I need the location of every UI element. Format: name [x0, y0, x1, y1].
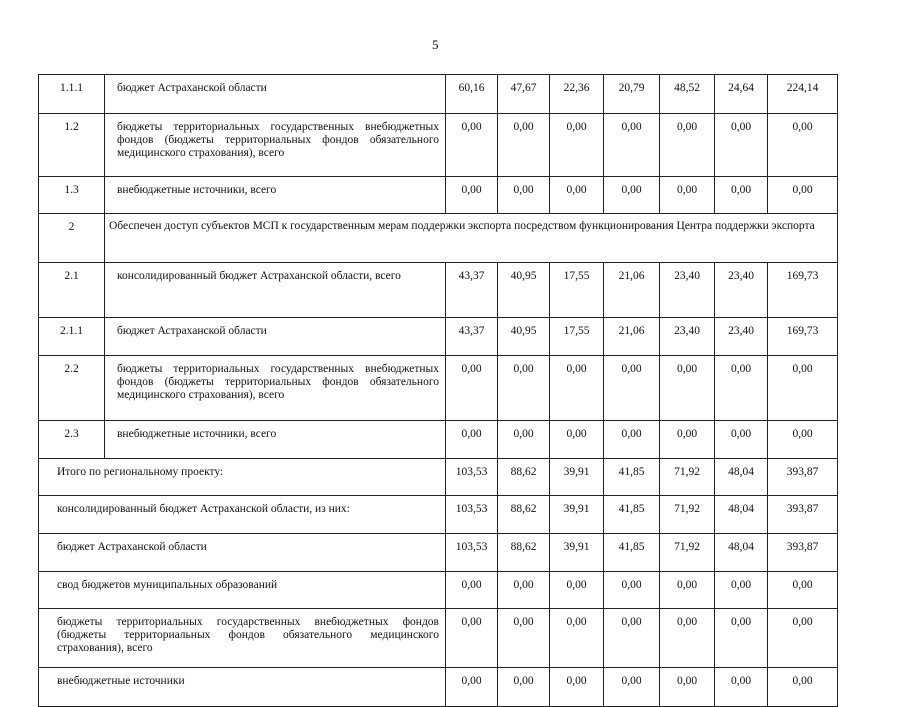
value-cell: 0,00 — [604, 421, 660, 459]
page-number: 5 — [432, 37, 439, 52]
value-cell: 0,00 — [498, 421, 550, 459]
value-cell: 71,92 — [660, 496, 715, 534]
row-name: бюджет Астраханской области — [105, 318, 446, 356]
value-cell: 0,00 — [768, 114, 838, 177]
total-row — [39, 668, 838, 707]
row-code: 1.1.1 — [39, 75, 105, 114]
value-cell: 0,00 — [715, 609, 768, 668]
value-cell: 103,53 — [446, 459, 498, 496]
total-row — [39, 534, 838, 572]
value-cell: 0,00 — [604, 356, 660, 421]
value-cell: 0,00 — [498, 668, 550, 707]
total-row — [39, 459, 838, 496]
table-row — [39, 263, 838, 318]
value-cell: 39,91 — [550, 534, 604, 572]
row-code: 2.1 — [39, 263, 105, 318]
value-cell: 0,00 — [768, 421, 838, 459]
value-cell: 0,00 — [446, 572, 498, 609]
value-cell: 48,04 — [715, 534, 768, 572]
row-code: 2.1.1 — [39, 318, 105, 356]
value-cell: 393,87 — [768, 496, 838, 534]
value-cell: 40,95 — [498, 263, 550, 318]
value-cell: 0,00 — [660, 668, 715, 707]
value-cell: 103,53 — [446, 534, 498, 572]
value-cell: 0,00 — [715, 356, 768, 421]
value-cell: 393,87 — [768, 459, 838, 496]
value-cell: 0,00 — [715, 572, 768, 609]
value-cell: 0,00 — [498, 177, 550, 214]
value-cell: 0,00 — [768, 572, 838, 609]
value-cell: 48,04 — [715, 459, 768, 496]
value-cell: 41,85 — [604, 459, 660, 496]
value-cell: 0,00 — [768, 177, 838, 214]
value-cell: 0,00 — [498, 572, 550, 609]
value-cell: 0,00 — [715, 114, 768, 177]
value-cell: 0,00 — [604, 572, 660, 609]
total-name: бюджеты территориальных государственных внебюджетных фондов (бюджеты территориальных фондов обязательного медицинского страхования), всего — [39, 609, 446, 668]
value-cell: 23,40 — [660, 318, 715, 356]
value-cell: 17,55 — [550, 318, 604, 356]
table-row — [39, 114, 838, 177]
value-cell: 0,00 — [446, 421, 498, 459]
value-cell: 41,85 — [604, 496, 660, 534]
section-code: 2 — [39, 214, 105, 263]
value-cell: 0,00 — [660, 356, 715, 421]
budget-table — [38, 74, 838, 707]
table-row — [39, 177, 838, 214]
table-row — [39, 318, 838, 356]
value-cell: 48,52 — [660, 75, 715, 114]
total-row — [39, 572, 838, 609]
value-cell: 0,00 — [768, 356, 838, 421]
total-name: внебюджетные источники — [39, 668, 446, 707]
value-cell: 23,40 — [715, 318, 768, 356]
value-cell: 0,00 — [550, 572, 604, 609]
value-cell: 88,62 — [498, 459, 550, 496]
value-cell: 22,36 — [550, 75, 604, 114]
table-row — [39, 75, 838, 114]
value-cell: 0,00 — [550, 609, 604, 668]
value-cell: 0,00 — [446, 668, 498, 707]
value-cell: 0,00 — [768, 609, 838, 668]
value-cell: 0,00 — [550, 177, 604, 214]
section-row — [39, 214, 838, 263]
total-name: Итого по региональному проекту: — [39, 459, 446, 496]
value-cell: 0,00 — [446, 177, 498, 214]
row-code: 2.2 — [39, 356, 105, 421]
value-cell: 40,95 — [498, 318, 550, 356]
value-cell: 47,67 — [498, 75, 550, 114]
table-row — [39, 356, 838, 421]
value-cell: 0,00 — [715, 177, 768, 214]
value-cell: 88,62 — [498, 496, 550, 534]
value-cell: 41,85 — [604, 534, 660, 572]
value-cell: 0,00 — [498, 114, 550, 177]
value-cell: 21,06 — [604, 263, 660, 318]
value-cell: 0,00 — [715, 668, 768, 707]
value-cell: 43,37 — [446, 318, 498, 356]
value-cell: 0,00 — [550, 356, 604, 421]
value-cell: 23,40 — [660, 263, 715, 318]
value-cell: 169,73 — [768, 318, 838, 356]
value-cell: 0,00 — [446, 114, 498, 177]
value-cell: 43,37 — [446, 263, 498, 318]
value-cell: 88,62 — [498, 534, 550, 572]
row-code: 2.3 — [39, 421, 105, 459]
value-cell: 393,87 — [768, 534, 838, 572]
value-cell: 71,92 — [660, 534, 715, 572]
value-cell: 0,00 — [660, 609, 715, 668]
total-name: бюджет Астраханской области — [39, 534, 446, 572]
row-code: 1.3 — [39, 177, 105, 214]
value-cell: 60,16 — [446, 75, 498, 114]
total-row — [39, 496, 838, 534]
total-name: консолидированный бюджет Астраханской области, из них: — [39, 496, 446, 534]
value-cell: 71,92 — [660, 459, 715, 496]
value-cell: 0,00 — [604, 177, 660, 214]
value-cell: 0,00 — [604, 609, 660, 668]
value-cell: 0,00 — [660, 114, 715, 177]
row-name: консолидированный бюджет Астраханской области, всего — [105, 263, 446, 318]
value-cell: 0,00 — [446, 356, 498, 421]
value-cell: 0,00 — [446, 609, 498, 668]
value-cell: 0,00 — [715, 421, 768, 459]
total-name: свод бюджетов муниципальных образований — [39, 572, 446, 609]
section-title: Обеспечен доступ субъектов МСП к государственным мерам поддержки экспорта посредством функционирования Центра поддержки экспорта — [105, 214, 838, 263]
row-name: бюджеты территориальных государственных внебюджетных фондов (бюджеты территориальных фондов обязательного медицинского страхования), всего — [105, 114, 446, 177]
value-cell: 224,14 — [768, 75, 838, 114]
row-name: внебюджетные источники, всего — [105, 177, 446, 214]
value-cell: 17,55 — [550, 263, 604, 318]
value-cell: 0,00 — [660, 421, 715, 459]
row-name: внебюджетные источники, всего — [105, 421, 446, 459]
value-cell: 0,00 — [604, 114, 660, 177]
value-cell: 20,79 — [604, 75, 660, 114]
total-row — [39, 609, 838, 668]
value-cell: 0,00 — [550, 114, 604, 177]
value-cell: 0,00 — [768, 668, 838, 707]
value-cell: 39,91 — [550, 459, 604, 496]
value-cell: 103,53 — [446, 496, 498, 534]
value-cell: 21,06 — [604, 318, 660, 356]
value-cell: 0,00 — [550, 421, 604, 459]
value-cell: 48,04 — [715, 496, 768, 534]
row-name: бюджет Астраханской области — [105, 75, 446, 114]
row-name: бюджеты территориальных государственных внебюджетных фондов (бюджеты территориальных фондов обязательного медицинского страхования), всего — [105, 356, 446, 421]
value-cell: 39,91 — [550, 496, 604, 534]
table-row — [39, 421, 838, 459]
value-cell: 0,00 — [660, 572, 715, 609]
value-cell: 24,64 — [715, 75, 768, 114]
value-cell: 169,73 — [768, 263, 838, 318]
value-cell: 0,00 — [498, 356, 550, 421]
value-cell: 23,40 — [715, 263, 768, 318]
value-cell: 0,00 — [550, 668, 604, 707]
value-cell: 0,00 — [498, 609, 550, 668]
value-cell: 0,00 — [604, 668, 660, 707]
row-code: 1.2 — [39, 114, 105, 177]
value-cell: 0,00 — [660, 177, 715, 214]
